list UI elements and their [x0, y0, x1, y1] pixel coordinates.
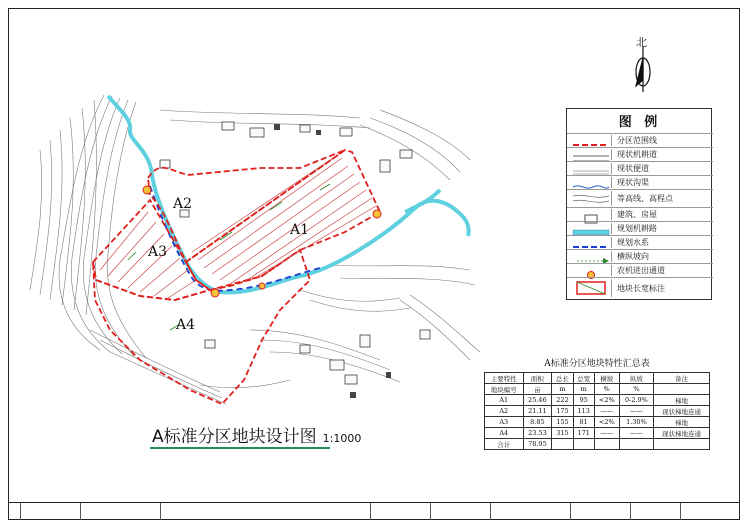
north-arrow [636, 46, 650, 92]
zone-hatching [100, 156, 376, 298]
table-row [485, 417, 710, 428]
legend-label: 现状便道 [617, 164, 649, 173]
building-box-icon [571, 209, 612, 220]
table-header-cell: 纵坡 [619, 373, 653, 384]
legend-row-building [567, 207, 713, 221]
table-header-row [485, 384, 710, 395]
summary-table-title: A标准分区地块特性汇总表 [544, 359, 650, 369]
zone-a4-label: A4 [176, 317, 196, 333]
table-cell: 现状梯地连通 [654, 428, 710, 439]
table-cell [654, 439, 710, 450]
red-dashed-line-icon [571, 135, 612, 146]
legend-row-boundary [567, 133, 713, 147]
legend-label: 建筑、房屋 [617, 210, 657, 219]
north-label: 北 [636, 36, 648, 49]
table-cell: 155 [552, 417, 573, 428]
title-block-cell [160, 503, 370, 520]
legend-row-slope [567, 249, 713, 263]
access-mark-icon [571, 265, 612, 276]
table-header-cell: 备注 [654, 373, 710, 384]
title-block-cell [430, 503, 490, 520]
table-header-cell: 总宽 [573, 373, 594, 384]
table-header-cell: 面积 [523, 373, 552, 384]
table-cell: 0-2.9% [619, 395, 653, 406]
cyan-road-icon [571, 223, 612, 234]
summary-table-panel [484, 356, 710, 450]
zone-a3-label: A3 [148, 244, 168, 260]
table-cell: 95 [573, 395, 594, 406]
summary-table [484, 372, 710, 450]
map-scale: 1:1000 [322, 432, 362, 445]
table-row [485, 428, 710, 439]
legend-label: 规划机耕路 [617, 224, 657, 233]
contour-line-icon [571, 191, 612, 206]
drawing-title-block [8, 502, 740, 520]
double-line-icon [571, 149, 612, 160]
table-cell: —— [594, 406, 619, 417]
legend-label: 现状沟渠 [617, 178, 649, 187]
table-header-cell: m [573, 384, 594, 395]
table-cell: 1.30% [619, 417, 653, 428]
table-header-cell: 主要特性 [485, 373, 524, 384]
table-cell: A2 [485, 406, 524, 417]
table-cell: 78.95 [523, 439, 552, 450]
table-cell: 梯地 [654, 395, 710, 406]
plot-box-icon [571, 279, 612, 297]
table-cell [552, 439, 573, 450]
table-cell: <2% [594, 395, 619, 406]
table-cell: 8.85 [523, 417, 552, 428]
table-header-cell: 横坡 [594, 373, 619, 384]
legend-label: 现状机耕道 [617, 150, 657, 159]
table-header-row [485, 373, 710, 384]
table-cell: A3 [485, 417, 524, 428]
legend-row-contour [567, 189, 713, 207]
table-header-cell: 地块编号 [485, 384, 524, 395]
thin-double-line-icon [571, 163, 612, 174]
table-cell: 现状梯地连通 [654, 406, 710, 417]
table-header-cell: 总长 [552, 373, 573, 384]
table-cell [573, 439, 594, 450]
title-block-cell [80, 503, 160, 520]
table-header-cell: 亩 [523, 384, 552, 395]
blue-dashed-line-icon [571, 237, 612, 248]
legend [566, 108, 712, 300]
table-cell: 81 [573, 417, 594, 428]
title-block-cell [370, 503, 430, 520]
table-row [485, 406, 710, 417]
table-cell: —— [594, 428, 619, 439]
table-cell: 222 [552, 395, 573, 406]
zone-a1-label: A1 [290, 222, 310, 238]
table-cell: 175 [552, 406, 573, 417]
legend-row-planned-water [567, 235, 713, 249]
legend-row-access [567, 263, 713, 277]
table-cell: 21.11 [523, 406, 552, 417]
table-row [485, 439, 710, 450]
blue-wavy-line-icon [571, 177, 612, 188]
table-header-cell: m [552, 384, 573, 395]
legend-row-existing-road [567, 147, 713, 161]
page-title [152, 422, 361, 447]
legend-label: 地块长宽标注 [617, 284, 665, 293]
legend-label: 分区范围线 [617, 136, 657, 145]
title-block-cell [490, 503, 570, 520]
legend-row-plot [567, 277, 713, 299]
table-cell: A1 [485, 395, 524, 406]
zone-a4-boundary [93, 250, 310, 404]
table-cell: 23.53 [523, 428, 552, 439]
table-cell: 315 [552, 428, 573, 439]
table-cell: 113 [573, 406, 594, 417]
table-cell: 171 [573, 428, 594, 439]
table-cell: 25.46 [523, 395, 552, 406]
title-underline [150, 447, 330, 449]
zone-a1-boundary [186, 150, 380, 290]
zone-a2-label: A2 [173, 196, 193, 212]
title-block-cell [680, 503, 739, 520]
legend-label: 规划水系 [617, 238, 649, 247]
legend-label: 横纵坡向 [617, 252, 649, 261]
table-cell: 合计 [485, 439, 524, 450]
legend-row-planned-road [567, 221, 713, 235]
legend-title: 图 例 [618, 115, 662, 130]
slope-arrow-icon [571, 251, 612, 262]
title-block-cell [570, 503, 630, 520]
table-cell: —— [619, 428, 653, 439]
legend-row-ditch [567, 175, 713, 189]
table-cell [594, 439, 619, 450]
table-cell [619, 439, 653, 450]
table-cell: <2% [594, 417, 619, 428]
table-header-cell: % [619, 384, 653, 395]
title-block-cell [630, 503, 680, 520]
table-cell: A4 [485, 428, 524, 439]
table-header-cell [654, 384, 710, 395]
table-cell: —— [619, 406, 653, 417]
legend-label: 等高线、高程点 [617, 194, 673, 203]
existing-stream [108, 96, 469, 292]
table-cell: 梯地 [654, 417, 710, 428]
legend-label: 农机进出通道 [617, 266, 665, 275]
table-row [485, 395, 710, 406]
table-header-cell: % [594, 384, 619, 395]
title-block-cell [20, 503, 80, 520]
legend-row-path [567, 161, 713, 175]
map-title: A标准分区地块设计图 [152, 427, 317, 447]
